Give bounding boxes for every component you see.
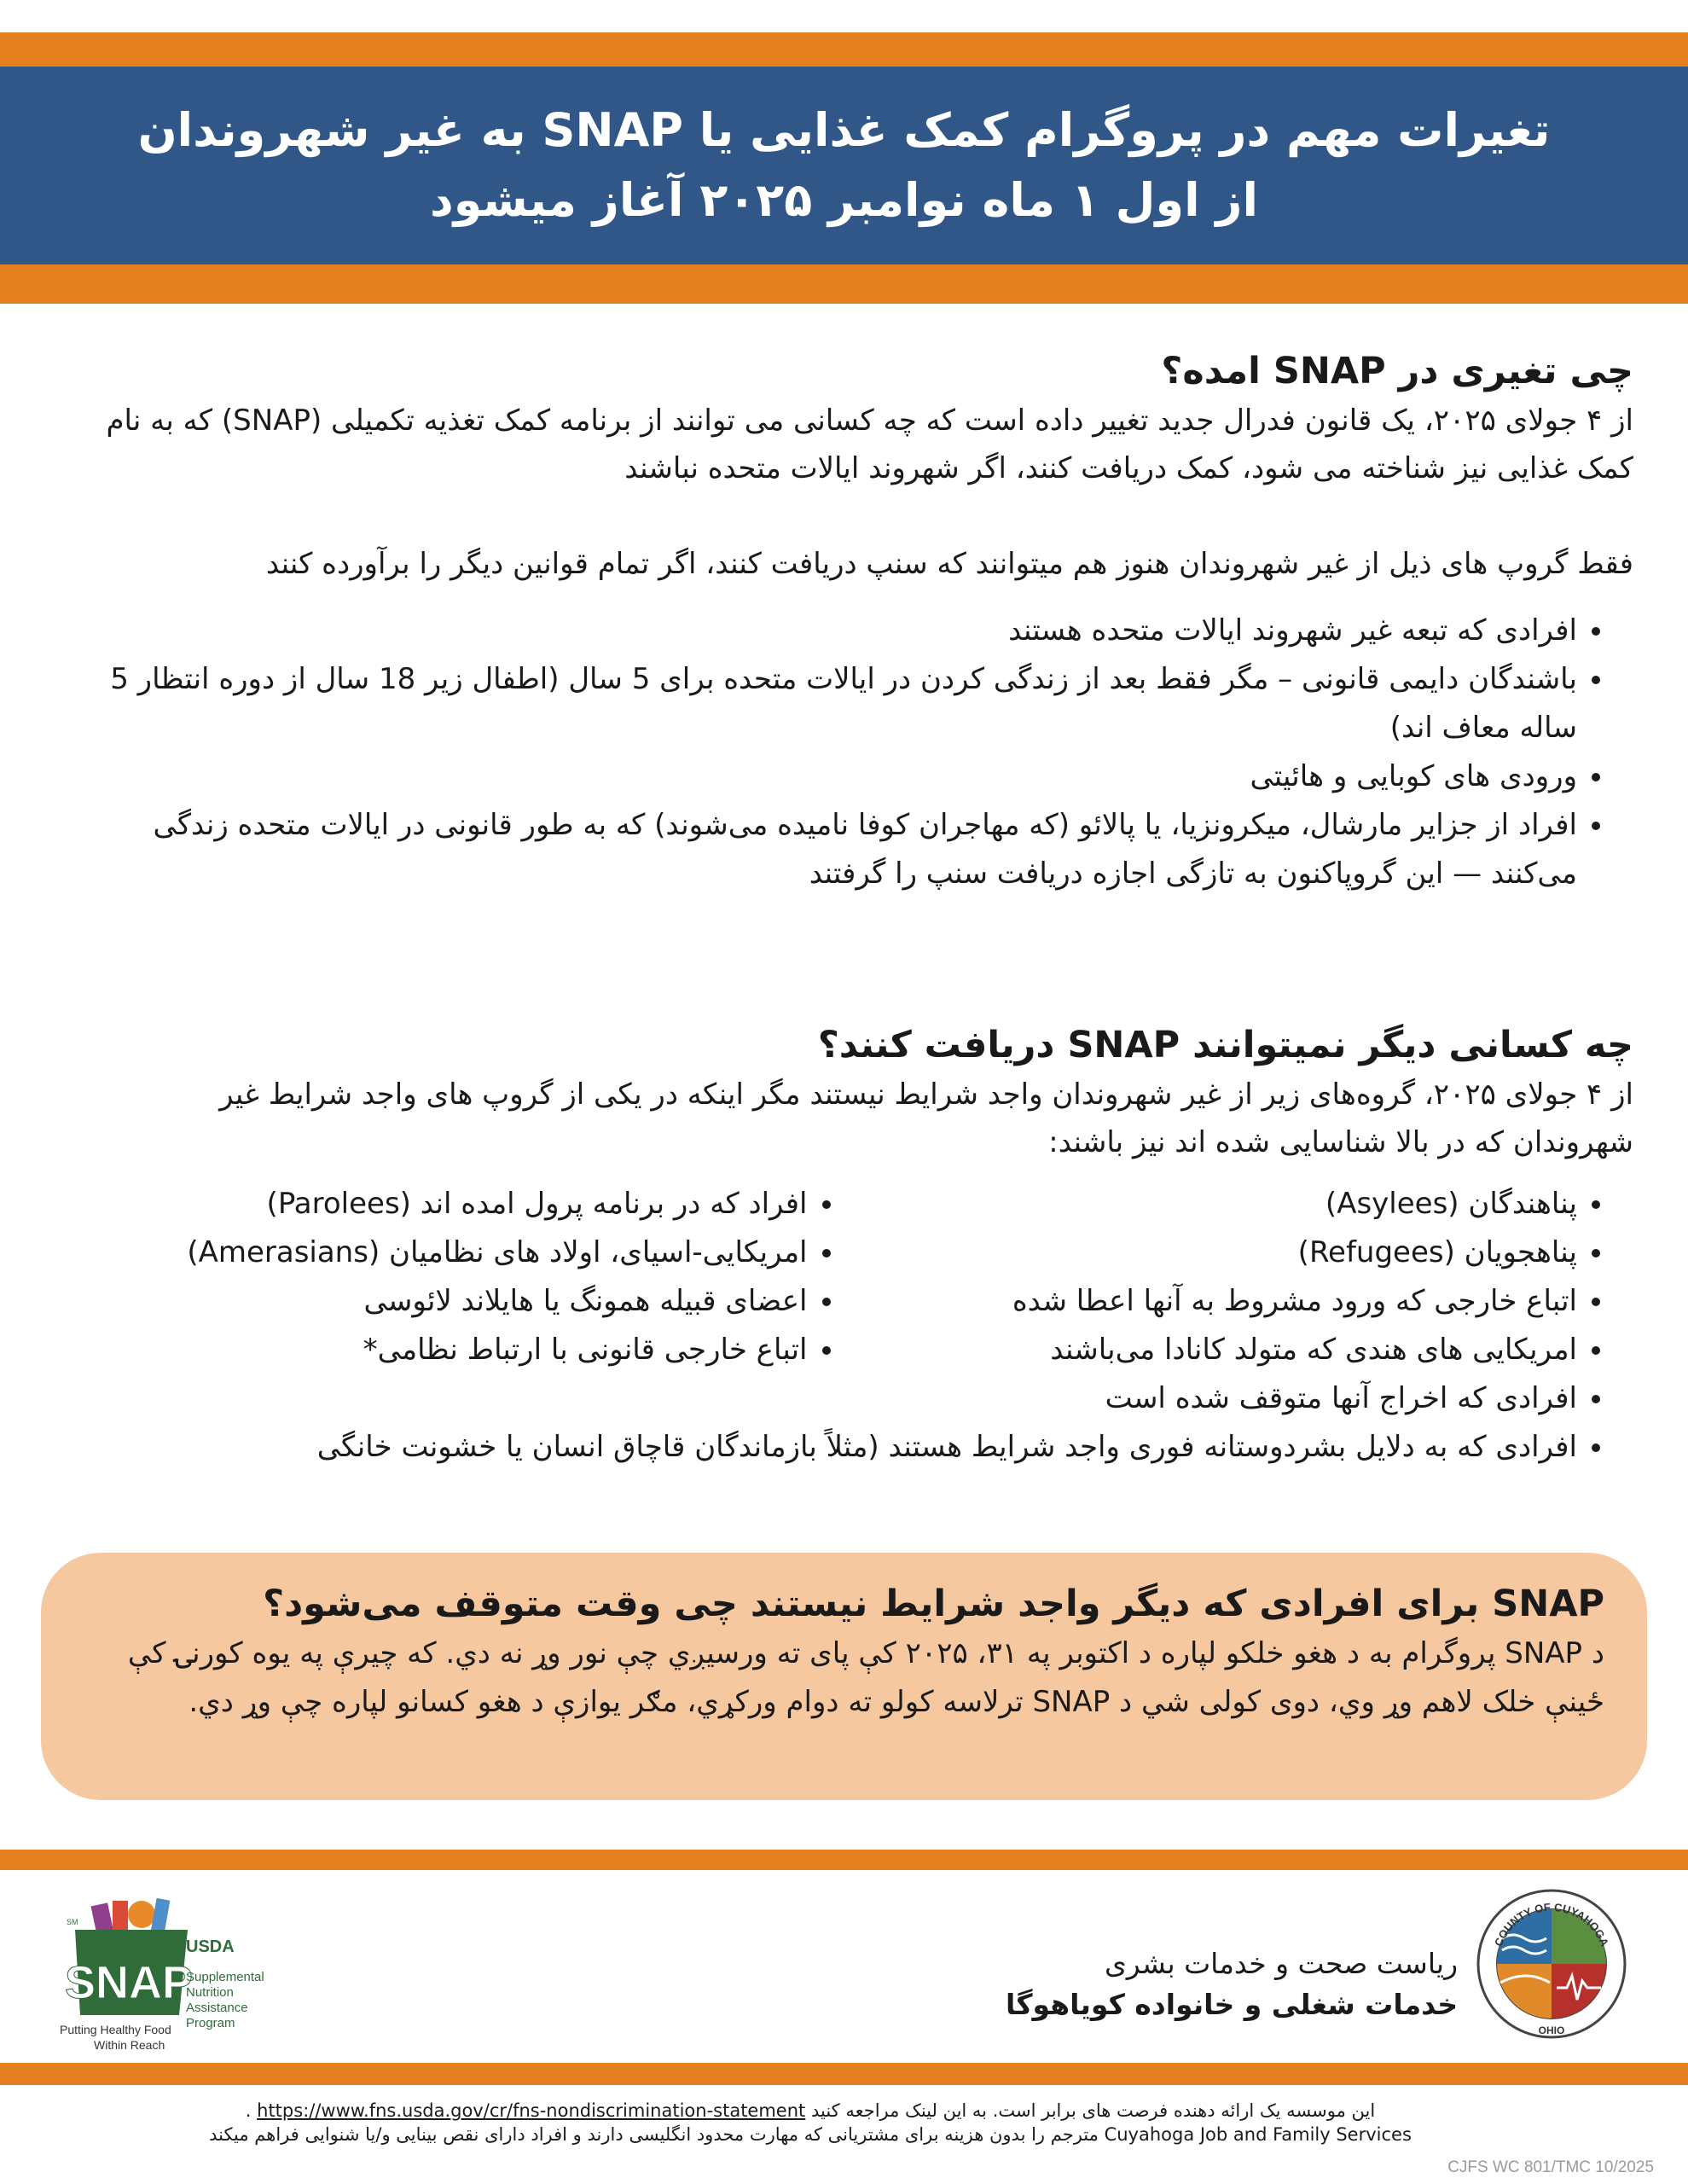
header-orange-bar — [0, 264, 1688, 304]
note-line-1 — [85, 2099, 1535, 2123]
title-line-2: از اول ۱ ماه نوامبر ۲۰۲۵ آغاز میشود — [429, 173, 1258, 227]
callout-heading: SNAP برای افرادی که دیگر واجد شرایط نیستند چی وقت متوقف می‌شود؟ — [263, 1583, 1604, 1625]
list-item: • افراد از جزایر مارشال، میکرونزیا، یا پالائو (که مهاجران کوفا نامیده می‌شوند) که به طور قانونی در ایالات متحده زندگی می‌کنند — این گروپاکنون به تازگی اجازه دریافت سنپ را گرفتند — [94, 801, 1577, 898]
footer-logos — [0, 1877, 1688, 2065]
snap-sm: SM — [67, 1918, 78, 1926]
snap-wordmark: SNAP — [65, 1957, 194, 2008]
list-item: • افرادی که به دلایل بشردوستانه فوری واجد شرایط هستند (مثلاً بازماندگان قاچاق انسان یا خشونت خانگی — [94, 1423, 1577, 1472]
nondiscrimination-link[interactable]: https://www.fns.usda.gov/cr/fns-nondiscrimination-statement — [257, 2100, 806, 2121]
snap-expansion-1: Supplemental — [186, 1970, 264, 1984]
title-line-1: تغیرات مهم در پروگرام کمک غذایی یا SNAP به غیر شهروندان — [137, 103, 1551, 157]
seal-top-text: COUNTY OF CUYAHOGA — [1491, 1900, 1612, 1949]
section1-para2: فقط گروپ های ذیل از غیر شهروندان هنوز هم میتوانند که سنپ دریافت کنند، اگر تمام قوانین دیگر را برآورده کنند — [265, 547, 1633, 581]
snap-logo — [60, 1894, 316, 2056]
footer-orange-bar-bottom — [0, 2063, 1688, 2085]
section2-heading: چه کسانی دیگر نمیتوانند SNAP دریافت کنند؟ — [817, 1024, 1633, 1066]
list-item: • پناهجویان (Refugees) — [864, 1228, 1578, 1277]
callout-box — [41, 1553, 1647, 1800]
top-orange-bar — [0, 32, 1688, 67]
section1-heading: چی تغیری در SNAP امده؟ — [1161, 350, 1633, 392]
list-item: • امریکایی های هندی که متولد کانادا می‌باشند — [864, 1326, 1578, 1374]
note-line-1-text: این موسسه یک ارائه دهنده فرصت های برابر است. به این لینک مراجعه کنید — [810, 2100, 1376, 2121]
note-line-2: Cuyahoga Job and Family Services مترجم را بدون هزینه برای مشتریانی که مهارت محدود انگلیسی دارند و افراد دارای نقص بینایی و/یا شنوایی فراهم میکند — [209, 2124, 1412, 2145]
cuyahoga-seal — [1475, 1887, 1628, 2041]
full-bullets-list — [94, 1374, 1633, 1472]
document-code: CJFS WC 801/TMC 10/2025 — [1447, 2158, 1654, 2176]
seal-graphic — [1475, 1887, 1628, 2041]
snap-expansion-3: Assistance — [186, 2001, 248, 2015]
section1-para1: از ۴ جولای ۲۰۲۵، یک قانون فدرال جدید تغییر داده است که چه کسانی می توانند از برنامه کمک تغذیه تکمیلی (SNAP) که به نام کمک غذایی نیز شناخته می شود، کمک دریافت کنند، اگر شهروند ایالات متحده نباشند — [106, 404, 1633, 485]
department-line-1: ریاست صحت و خدمات بشری — [1104, 1947, 1458, 1980]
snap-tagline-1: Putting Healthy Food — [60, 2023, 171, 2036]
full-width-bullets — [94, 1374, 1633, 1472]
list-item: • افراد که در برنامه پرول امده اند (Parolees) — [94, 1180, 808, 1228]
footer-orange-bar-top — [0, 1850, 1688, 1870]
list-item: • افرادی که اخراج آنها متوقف شده است — [94, 1374, 1577, 1423]
department-name — [1006, 1943, 1458, 2025]
usda-text: USDA — [186, 1937, 235, 1956]
snap-logo-graphic — [60, 1894, 316, 2056]
section-not-eligible — [94, 1019, 1633, 1166]
list-item: • اتباع خارجی قانونی با ارتباط نظامی* — [94, 1326, 808, 1374]
list-item: • افرادی که تبعه غیر شهروند ایالات متحده هستند — [94, 607, 1577, 655]
section-what-changed — [94, 346, 1633, 898]
list-item: • پناهندگان (Asylees) — [864, 1180, 1578, 1228]
list-item: • اعضای قبیله همونگ یا هایلاند لائوسی — [94, 1277, 808, 1326]
list-item: • باشندگان دایمی قانونی – مگر فقط بعد از زندگی کردن در ایالات متحده برای 5 سال (اطفال زیر 18 سال از دوره انتظار 5 ساله معاف اند) — [94, 655, 1577, 752]
callout-body: د SNAP پروگرام به د هغو خلکو لپاره د اکتوبر په ۳۱، ۲۰۲۵ کې پای ته ورسيږي چې نور وړ نه دي. که چیرې په یوه کورنۍ کې ځینې خلک لاهم وړ وي، دوی کولی شي د SNAP ترلاسه کولو ته دوام ورکړي، مګر یوازې د هغو کسانو لپاره چې وړ دي. — [127, 1636, 1604, 1719]
left-column-list — [94, 1180, 864, 1374]
snap-expansion-2: Nutrition — [186, 1985, 234, 2000]
seal-bottom-text: OHIO — [1538, 2024, 1565, 2036]
header-banner — [0, 67, 1688, 264]
snap-expansion-4: Program — [186, 2016, 235, 2030]
snap-tagline-2: Within Reach — [94, 2038, 165, 2052]
right-column-list — [864, 1180, 1634, 1374]
eligible-groups-list — [94, 607, 1633, 898]
note-line-1-end: . — [245, 2100, 258, 2121]
list-item: • ورودی های کوبایی و هائیتی — [94, 752, 1577, 801]
list-item: • اتباع خارجی که ورود مشروط به آنها اعطا شده — [864, 1277, 1578, 1326]
nondiscrimination-note — [85, 2099, 1535, 2146]
two-column-lists — [94, 1180, 1633, 1376]
department-line-2: خدمات شغلی و خانواده کویاهوگا — [1005, 1988, 1458, 2021]
section2-para: از ۴ جولای ۲۰۲۵، گروه‌های زیر از غیر شهروندان واجد شرایط نیستند مگر اینکه در یکی از گروپ های واجد شرایط غیر شهروندان که در بالا شناسایی شده اند نیز باشند: — [219, 1077, 1633, 1159]
list-item: • امریکایی-اسیای، اولاد های نظامیان (Amerasians) — [94, 1228, 808, 1277]
